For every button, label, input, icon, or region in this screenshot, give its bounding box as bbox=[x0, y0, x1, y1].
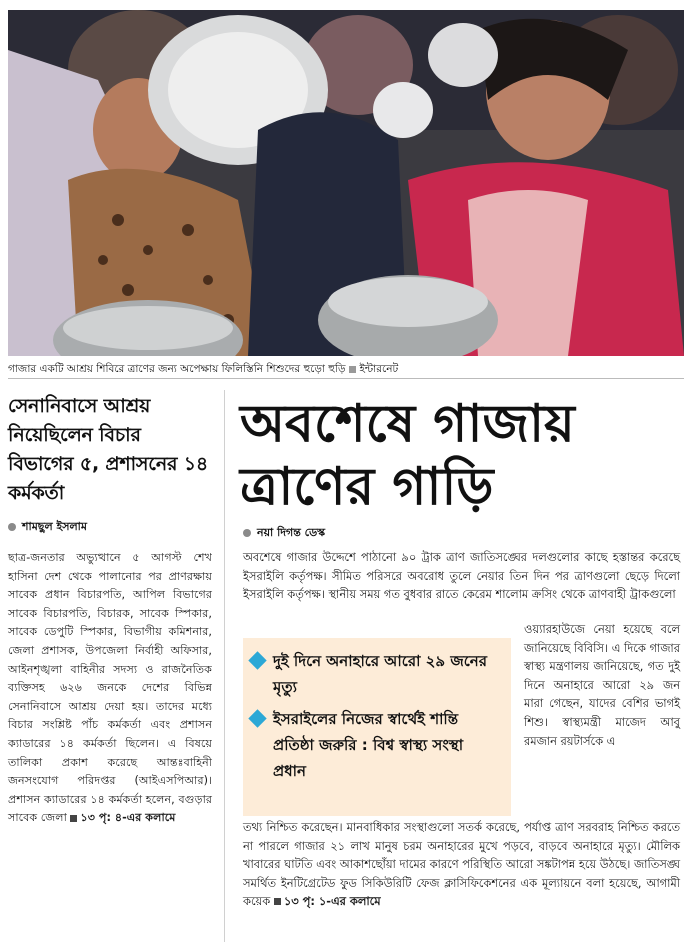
square-icon bbox=[70, 815, 77, 822]
left-body bbox=[8, 549, 212, 828]
highlight-item bbox=[249, 706, 501, 784]
highlight-text: দুই দিনে অনাহারে আরো ২৯ জনের মৃত্যু bbox=[273, 652, 488, 696]
left-jump-text: ১৩ পৃ: ৪-এর কলামে bbox=[80, 811, 176, 825]
left-story bbox=[8, 392, 212, 946]
main-byline-text: নয়া দিগন্ত ডেস্ক bbox=[257, 526, 326, 539]
main-byline bbox=[243, 524, 325, 543]
square-icon bbox=[274, 898, 281, 905]
bullet-dot-icon bbox=[8, 523, 16, 531]
highlight-item bbox=[249, 648, 501, 700]
main-headline: অবশেষে গাজায় ত্রাণের গাড়ি bbox=[240, 393, 575, 517]
left-byline-text: শামছুল ইসলাম bbox=[22, 520, 87, 533]
column-divider bbox=[224, 390, 225, 942]
bullet-dot-icon bbox=[243, 529, 251, 537]
main-jump bbox=[274, 894, 381, 908]
main-jump-text: ১৩ পৃ: ১-এর কলামে bbox=[283, 894, 381, 909]
diamond-bullet-icon bbox=[248, 651, 266, 669]
photo-caption bbox=[8, 360, 684, 379]
left-jump bbox=[70, 811, 175, 824]
highlight-box bbox=[243, 638, 511, 816]
caption-source: ইন্টারনেট bbox=[359, 363, 399, 375]
left-byline bbox=[8, 518, 212, 537]
diamond-bullet-icon bbox=[248, 709, 266, 727]
square-icon bbox=[349, 366, 356, 373]
highlight-text: ইসরাইলের নিজের স্বার্থেই শান্তি প্রতিষ্ঠা জরুরি : বিশ্ব স্বাস্থ্য সংস্থা প্রধান bbox=[273, 710, 464, 780]
caption-text: গাজার একটি আশ্রয় শিবিরে ত্রাণের জন্য অপেক্ষায় ফিলিস্তিনি শিশুদের হুড়ো হুড়ি bbox=[8, 363, 346, 375]
main-body-bottom bbox=[243, 818, 680, 911]
photo-illustration bbox=[8, 10, 684, 356]
left-body-text: ছাত্র-জনতার অভ্যুত্থানে ৫ আগস্ট শেখ হাসিনা দেশ থেকে পালানোর পর প্রাণরক্ষায় সাবেক প্রধান বিচারপতি, আপিল বিভাগের সাবেক বিচারপতি, বিচারক, সাবেক স্পিকার, সাবেক ডেপুটি স্পিকার, বিভাগীয় কমিশনার, জেলা প্রশাসক, উপজেলা নির্বাহী অফিসার, আইনশৃঙ্খলা বাহিনীর সদস্য ও রাজনৈতিক ব্যক্তিসহ ৬২৬ জনকে দেশের বিভিন্ন সেনানিবাসে আশ্রয় দেয়া হয়। তাদের মধ্যে বিচার সংশ্লিষ্ট পাঁচ কর্মকর্তা এবং প্রশাসন ক্যাডারের ১৪ কর্মকর্তা ছিলেন। এ বিষয়ে তালিকা প্রকাশ করেছে আন্তঃবাহিনী জনসংযোগ পরিদপ্তর (আইএসপিআর)। প্রশাসন ক্যাডারের ১৪ কর্মকর্তা হলেন, বগুড়ার সাবেক জেলা bbox=[8, 551, 212, 825]
main-body-side: ওয়্যারহাউজে নেয়া হয়েছে বলে জানিয়েছে বিবিসি। এ দিকে গাজার স্বাস্থ্য মন্ত্রণালয় জানিয়েছে, গত দুই দিনে অনাহারে আরো ২৯ জন মারা গেছেন, যাদের বেশির ভাগই শিশু। স্বাস্থ্যমন্ত্রী মাজেদ আবু রমজান রয়টার্সকে এ bbox=[524, 622, 680, 748]
news-photo bbox=[8, 10, 684, 356]
left-headline: সেনানিবাসে আশ্রয় নিয়েছিলেন বিচার বিভাগের ৫, প্রশাসনের ১৪ কর্মকর্তা bbox=[8, 395, 208, 504]
main-body-bottom-text: তথ্য নিশ্চিত করেছেন। মানবাধিকার সংস্থাগুলো সতর্ক করেছে, পর্যাপ্ত ত্রাণ সরবরাহ নিশ্চিত করতে না পারলে গাজার ২১ লাখ মানুষ চরম অনাহারের মুখে পড়বে, বাড়বে অনাহারে মৃত্যু। মৌলিক খাবারের ঘাটতি এবং আকাশছোঁয়া দামের কারণে পরিস্থিতি আরো সঙ্কটাপন্ন হয়ে উঠছে। জাতিসঙ্ঘ সমর্থিত ইনটিগ্রেটেড ফুড সিকিউরিটি ফেজ ক্লাসিফিকেশনের এক মূল্যায়নে বলা হয়েছে, আগামী কয়েক bbox=[243, 820, 680, 909]
main-body-top: অবশেষে গাজার উদ্দেশে পাঠানো ৯০ ট্রাক ত্রাণ জাতিসঙ্ঘের দলগুলোর কাছে হস্তান্তর করেছে ইসরাইলি কর্তৃপক্ষ। সীমিত পরিসরে অবরোধ তুলে নেয়ার তিন দিন পর ত্রাণগুলো ছেড়ে দিলো ইসরাইলি কর্তৃপক্ষ। স্থানীয় সময় গত বুধবার রাতে কেরেম শালোম ক্রসিং থেকে ত্রাণবাহী ট্রাকগুলো bbox=[243, 550, 680, 602]
